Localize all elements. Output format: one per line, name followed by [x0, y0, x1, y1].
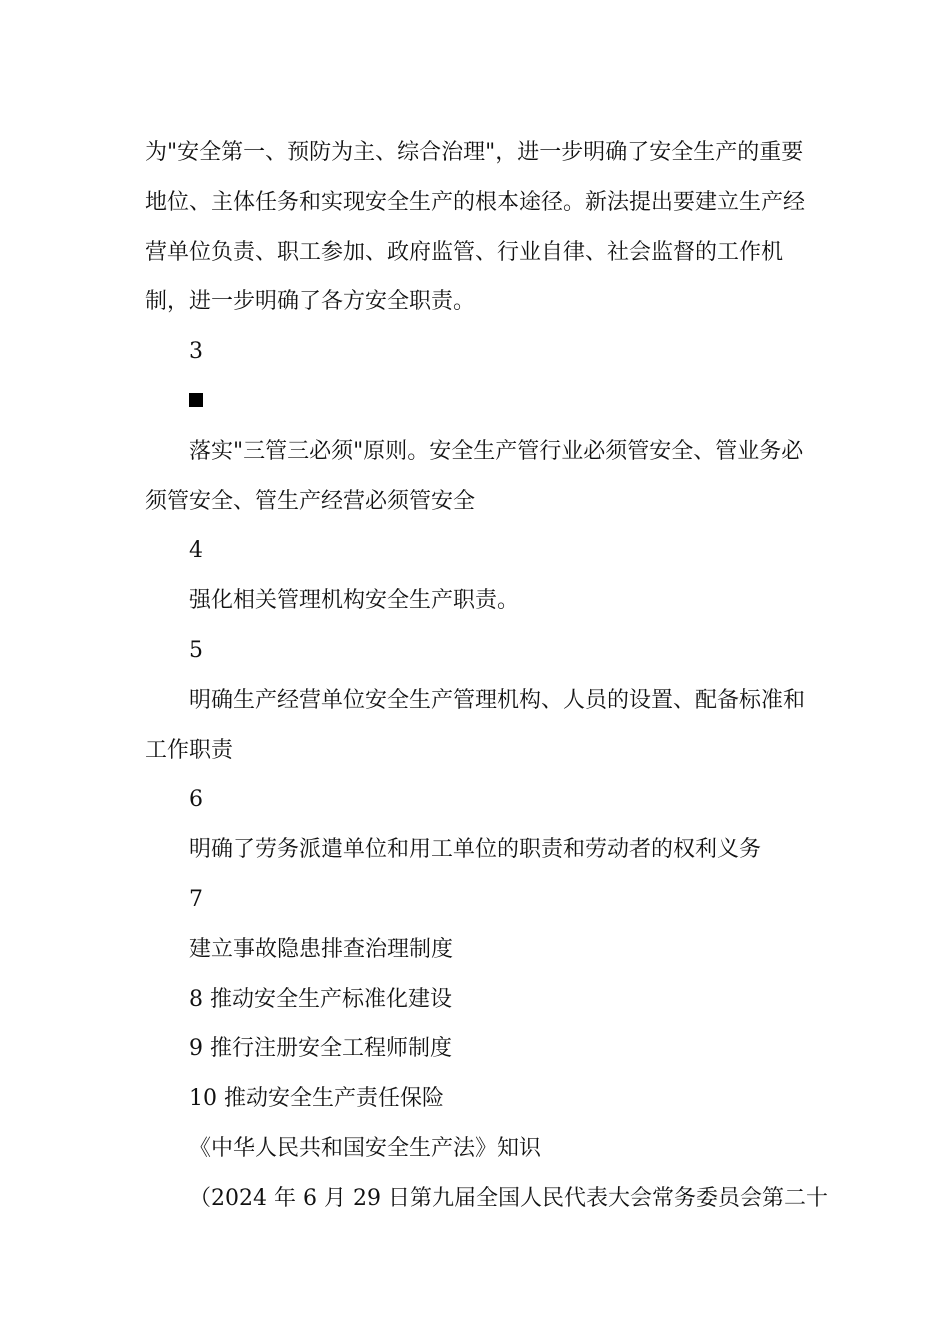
paragraph-item-9: 9 推行注册安全工程师制度: [189, 1036, 452, 1062]
item-number-3: 3: [189, 339, 203, 365]
square-bullet-icon: [189, 393, 203, 407]
paragraph-three-manage: 落实"三管三必须"原则。安全生产管行业必须管安全、管业务必须管安全、管生产经营必须管安全: [145, 438, 804, 514]
paragraph-management-setup: 明确生产经营单位安全生产管理机构、人员的设置、配备标准和工作职责: [145, 687, 806, 763]
paragraph-labor-dispatch: 明确了劳务派遣单位和用工单位的职责和劳动者的权利义务: [189, 837, 762, 863]
item-number-6: 6: [189, 787, 203, 813]
item-number-5: 5: [189, 637, 203, 663]
paragraph-law-title: 《中华人民共和国安全生产法》知识: [189, 1135, 542, 1161]
paragraph-hazard-system: 建立事故隐患排查治理制度: [189, 936, 454, 962]
document-body: [145, 128, 828, 1224]
square-bullet-line: [145, 377, 810, 427]
paragraph-item-10: 10 推动安全生产责任保险: [189, 1086, 444, 1112]
paragraph-safety-policy: 为"安全第一、预防为主、综合治理"，进一步明确了安全生产的重要地位、主体任务和实现安全生产的根本途径。新法提出要建立生产经营单位负责、职工参加、政府监管、行业自律、社会监督的工作机制，进一步明确了各方安全职责。: [145, 140, 806, 315]
paragraph-law-date: （2024 年 6 月 29 日第九届全国人民代表大会常务委员会第二十: [189, 1185, 828, 1211]
item-number-4: 4: [189, 538, 203, 564]
paragraph-agency-duties: 强化相关管理机构安全生产职责。: [189, 588, 520, 614]
item-number-7: 7: [189, 886, 203, 912]
paragraph-item-8: 8 推动安全生产标准化建设: [189, 986, 452, 1012]
